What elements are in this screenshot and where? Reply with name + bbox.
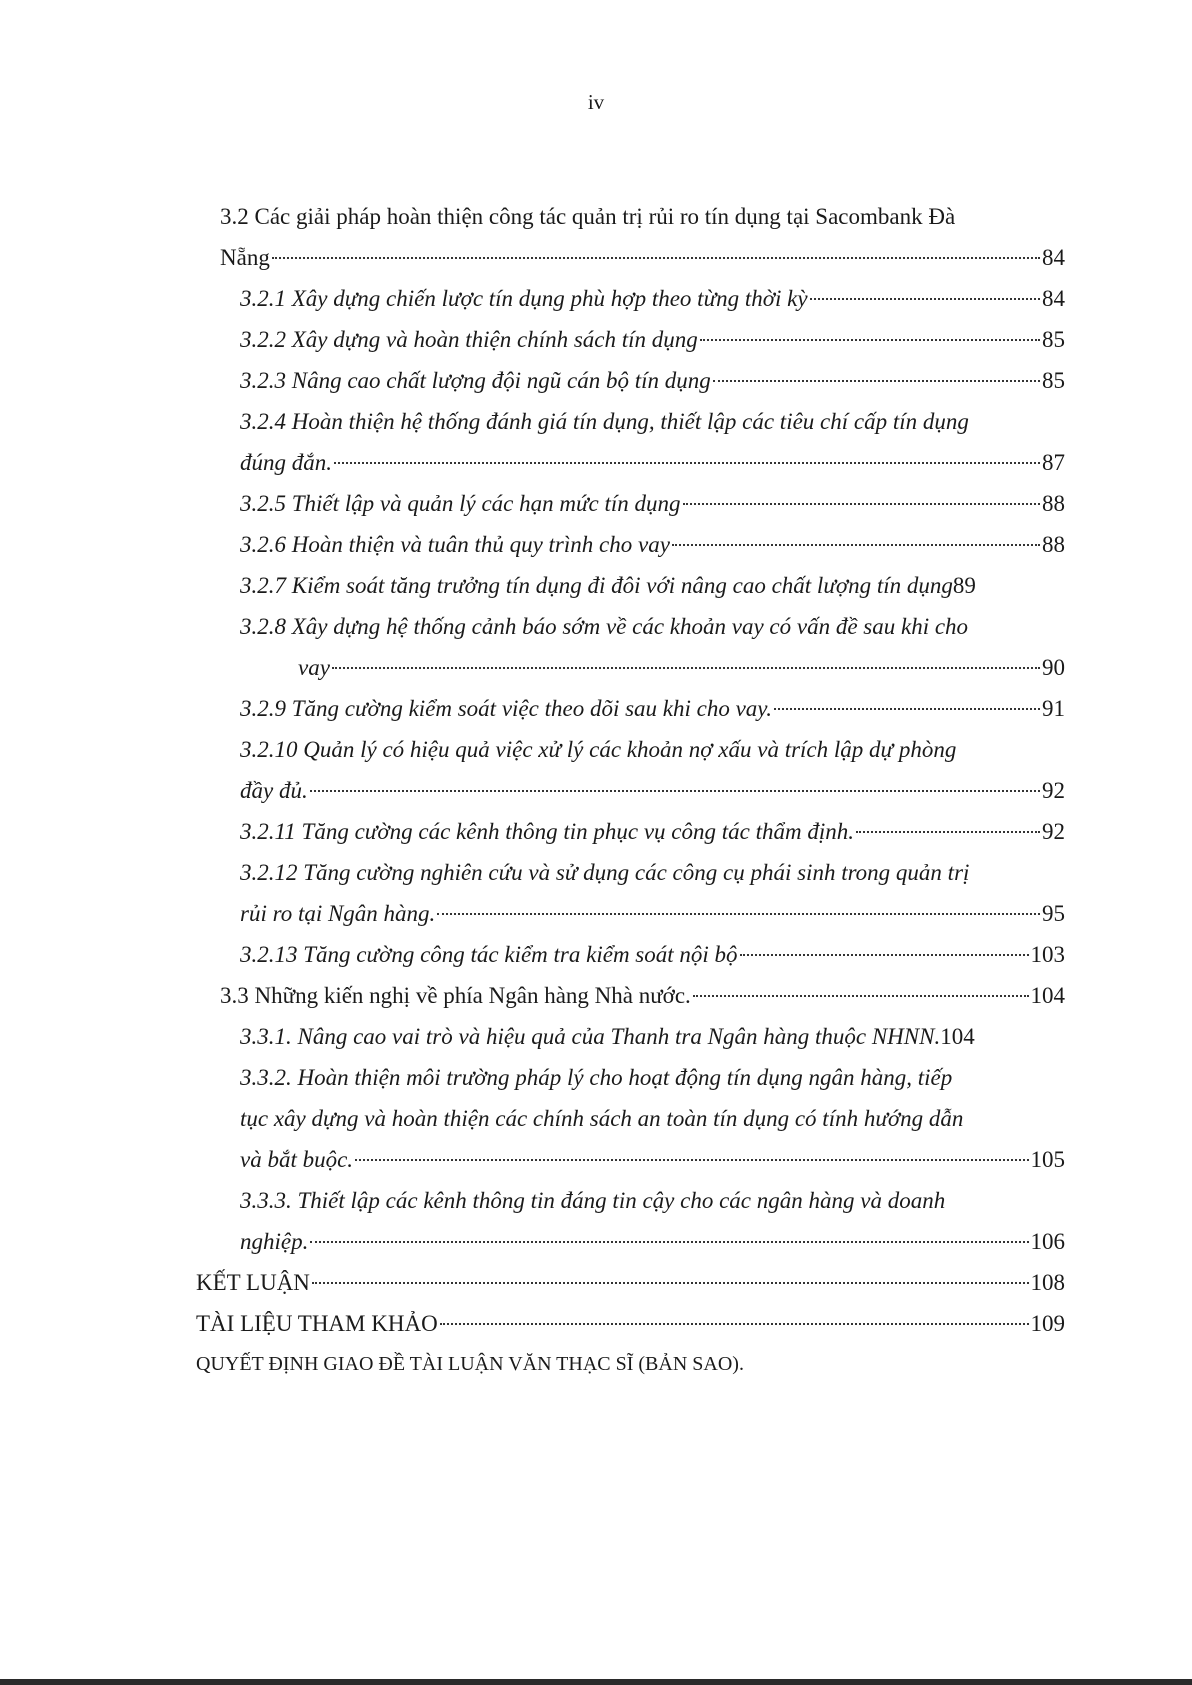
dot-leader [693, 995, 1029, 997]
toc-entry-title-cont: rủi ro tại Ngân hàng. [240, 901, 436, 926]
toc-entry-3-2-4[interactable] [240, 401, 1065, 483]
dot-leader [334, 462, 1040, 464]
toc-entry-title: 3.3 Những kiến nghị về phía Ngân hàng Nhà nước. [220, 983, 691, 1008]
dot-leader [713, 380, 1040, 382]
dot-leader [856, 831, 1040, 833]
dot-leader [310, 1241, 1028, 1243]
toc-page-number: 84 [1042, 286, 1065, 311]
toc-page-number: 90 [1042, 655, 1065, 680]
toc-entry-title: 3.2.3 Nâng cao chất lượng đội ngũ cán bộ tín dụng [240, 368, 711, 393]
toc-entry-decision-copy[interactable] [196, 1344, 1065, 1385]
toc-page-number: 105 [1030, 1147, 1065, 1172]
toc-entry-title: 3.2.1 Xây dựng chiến lược tín dụng phù hợp theo từng thời kỳ [240, 286, 808, 311]
toc-page-number: 95 [1042, 901, 1065, 926]
toc-entry-title: KẾT LUẬN [196, 1270, 310, 1295]
dot-leader [810, 298, 1040, 300]
toc-entry-3-2-7[interactable] [240, 565, 1065, 606]
dot-leader [437, 913, 1040, 915]
toc-entry-title: 3.2.6 Hoàn thiện và tuân thủ quy trình cho vay [240, 532, 670, 557]
dot-leader [672, 544, 1040, 546]
toc-entry-3-3[interactable] [220, 975, 1065, 1016]
dot-leader [310, 790, 1040, 792]
page-number: iv [587, 90, 605, 114]
toc-page-number: 92 [1042, 819, 1065, 844]
toc-page-number: 87 [1042, 450, 1065, 475]
toc-entry-3-2[interactable] [220, 196, 1065, 278]
toc-entry-title-cont: vay [298, 655, 330, 680]
toc-entry-3-2-12[interactable] [240, 852, 1065, 934]
toc-entry-title: 3.2.4 Hoàn thiện hệ thống đánh giá tín dụng, thiết lập các tiêu chí cấp tín dụng [240, 409, 969, 434]
toc-entry-title-cont: nghiệp. [240, 1229, 309, 1254]
dot-leader [332, 667, 1040, 669]
dot-leader [774, 708, 1040, 710]
toc-entry-title: 3.2.7 Kiểm soát tăng trưởng tín dụng đi đôi với nâng cao chất lượng tín dụng [240, 573, 953, 598]
toc-entry-title: 3.3.1. Nâng cao vai trò và hiệu quả của Thanh tra Ngân hàng thuộc NHNN. [240, 1024, 941, 1049]
toc-entry-title-cont: tục xây dựng và hoàn thiện các chính sách an toàn tín dụng có tính hướng dẫn [240, 1106, 964, 1131]
toc-entry-3-2-13[interactable] [240, 934, 1065, 975]
dot-leader [312, 1282, 1029, 1284]
toc-page-number: 91 [1042, 696, 1065, 721]
toc-entry-title: QUYẾT ĐỊNH GIAO ĐỀ TÀI LUẬN VĂN THẠC SĨ (BẢN SAO). [196, 1353, 744, 1375]
toc-page-number: 103 [1030, 942, 1065, 967]
toc-entry-title: TÀI LIỆU THAM KHẢO [196, 1311, 438, 1336]
toc-entry-title: 3.2 Các giải pháp hoàn thiện công tác quản trị rủi ro tín dụng tại Sacombank Đà [220, 204, 956, 229]
dot-leader [440, 1323, 1029, 1325]
toc-entry-3-2-5[interactable] [240, 483, 1065, 524]
toc-entry-conclusion[interactable] [196, 1262, 1065, 1303]
toc-entry-3-2-3[interactable] [240, 360, 1065, 401]
toc-entry-title: 3.2.8 Xây dựng hệ thống cảnh báo sớm về các khoản vay có vấn đề sau khi cho [240, 614, 969, 639]
toc-entry-title-cont: đầy đủ. [240, 778, 308, 803]
toc-entry-title: 3.2.10 Quản lý có hiệu quả việc xử lý các khoản nợ xấu và trích lập dự phòng [240, 737, 957, 762]
toc-page-number: 89 [952, 573, 976, 598]
toc-entry-title-cont: và bắt buộc. [240, 1147, 354, 1172]
toc-entry-3-2-10[interactable] [240, 729, 1065, 811]
toc-entry-title: 3.2.9 Tăng cường kiểm soát việc theo dõi sau khi cho vay. [240, 696, 772, 721]
toc-entry-title: 3.2.11 Tăng cường các kênh thông tin phục vụ công tác thẩm định. [240, 819, 854, 844]
toc-page-number: 104 [940, 1024, 975, 1049]
dot-leader [700, 339, 1040, 341]
toc-page-number: 88 [1042, 491, 1065, 516]
toc-page-number: 84 [1042, 245, 1065, 270]
toc-entry-title: 3.2.13 Tăng cường công tác kiểm tra kiểm soát nội bộ [240, 942, 738, 967]
toc-page-number: 88 [1042, 532, 1065, 557]
toc-page-number: 109 [1030, 1311, 1065, 1336]
toc-entry-3-2-8[interactable] [240, 606, 1065, 688]
dot-leader [355, 1159, 1028, 1161]
toc-entry-3-2-11[interactable] [240, 811, 1065, 852]
toc-page-number: 85 [1042, 327, 1065, 352]
dot-leader [272, 257, 1040, 259]
toc-entry-3-3-1[interactable] [240, 1016, 1065, 1057]
toc-entry-3-3-2[interactable] [240, 1057, 1065, 1180]
toc-page-number: 92 [1042, 778, 1065, 803]
toc-entry-title: 3.3.3. Thiết lập các kênh thông tin đáng tin cậy cho các ngân hàng và doanh [240, 1188, 946, 1213]
page-bottom-edge [0, 1679, 1192, 1685]
toc-entry-references[interactable] [196, 1303, 1065, 1344]
toc-page-number: 106 [1030, 1229, 1065, 1254]
toc-entry-3-2-1[interactable] [240, 278, 1065, 319]
toc-entry-3-2-9[interactable] [240, 688, 1065, 729]
toc-entry-title-cont: đúng đắn. [240, 450, 332, 475]
dot-leader [740, 954, 1029, 956]
dot-leader [683, 503, 1040, 505]
toc-entry-3-2-6[interactable] [240, 524, 1065, 565]
toc-entry-3-2-2[interactable] [240, 319, 1065, 360]
toc-entry-3-3-3[interactable] [240, 1180, 1065, 1262]
toc-page-number: 104 [1030, 983, 1065, 1008]
toc-page-number: 85 [1042, 368, 1065, 393]
toc-entry-title: 3.2.12 Tăng cường nghiên cứu và sử dụng các công cụ phái sinh trong quản trị [240, 860, 970, 885]
toc-entry-title-cont: Nẵng [220, 245, 270, 270]
toc-entry-title: 3.3.2. Hoàn thiện môi trường pháp lý cho hoạt động tín dụng ngân hàng, tiếp [240, 1065, 953, 1090]
toc-entry-title: 3.2.2 Xây dựng và hoàn thiện chính sách tín dụng [240, 327, 698, 352]
toc-entry-title: 3.2.5 Thiết lập và quản lý các hạn mức tín dụng [240, 491, 681, 516]
toc-page-number: 108 [1030, 1270, 1065, 1295]
